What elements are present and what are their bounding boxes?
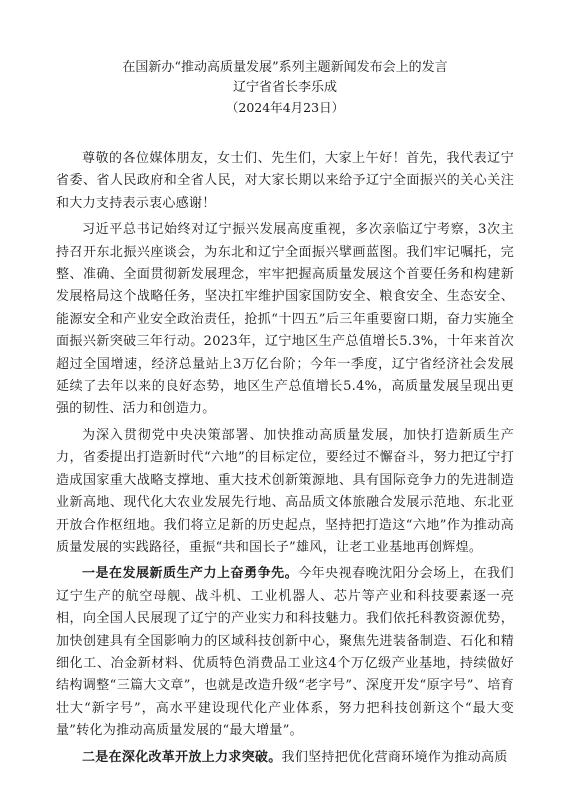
paragraph-overview: 习近平总书记始终对辽宁振兴发展高度重视，多次亲临辽宁考察，3次主持召开东北振兴座谈会，为东北和辽宁全面振兴擘画蓝图。我们牢记嘱托，完整、准确、全面贯彻新发展理念，牢牢把握高质量发展这个首要任务和构建新发展格局这个战略任务，坚决扛牢维护国家国防安全、粮食安全、生态安全、能源安全和产业安全政治责任，抢抓“十四五”后三年重要窗口期，奋力实施全面振兴新突破三年行动。2023年，辽宁地区生产总值增长5.3%，十年来首次超过全国增速，经济总量站上3万亿台阶；今年一季度，辽宁省经济社会发展延续了去年以来的良好态势，地区生产总值增长5.4%，高质量发展呈现出更强的韧性、活力和创造力。 xyxy=(56,222,514,417)
paragraph-point-one xyxy=(56,563,514,742)
paragraph-six-places: 为深入贯彻党中央决策部署、加快推动高质量发展，加快打造新质生产力，省委提出打造新时代“六地”的目标定位，要经过不懈奋斗，努力把辽宁打造成国家重大战略支撑地、重大技术创新策源地、具有国际竞争力的先进制造业新高地、现代化大农业发展先行地、高品质文体旅融合发展示范地、东北亚开放合作枢纽地。我们将立足新的历史起点，坚持把打造这“六地”作为推动高质量发展的实践路径，重振“共和国长子”雄风，让老工业基地再创辉煌。 xyxy=(56,427,514,555)
paragraph-greeting: 尊敬的各位媒体朋友，女士们、先生们，大家上午好！首先，我代表辽宁省委、省人民政府和全省人民，对大家长期以来给予辽宁全面振兴的关心关注和大力支持表示衷心感谢！ xyxy=(56,151,514,211)
speaker-line: 辽宁省省长李乐成 xyxy=(232,80,337,95)
document-title: 在国新办“推动高质量发展”系列主题新闻发布会上的发言 xyxy=(122,60,448,75)
point-one-heading: 一是在发展新质生产力上奋勇争先。 xyxy=(82,566,299,582)
paragraph-point-two xyxy=(56,747,514,769)
date-line: （2024年4月23日） xyxy=(225,100,345,115)
point-two-body: 我们坚持把优化营商环境作为推动高质 xyxy=(281,749,508,765)
point-one-body: 今年央视春晚沈阳分会场上，在我们辽宁生产的航空母舰、战斗机、工业机器人、芯片等产业和科技要素逐一亮相，向全国人民展现了辽宁的产业实力和科技魅力。我们依托科教资源优势，加快创建具有全国影响力的区域科技创新中心，聚焦先进装备制造、石化和精细化工、冶金新材料、优质特色消费品工业这4个万亿级产业基地，持续做好结构调整“三篇大文章”，也就是改造升级“老字号”、深度开发“原字号”、培育壮大“新字号”，高水平建设现代化产业体系，努力把科技创新这个“最大变量”转化为推动高质量发展的“最大增量”。 xyxy=(56,566,514,739)
point-two-heading: 二是在深化改革开放上力求突破。 xyxy=(82,749,282,765)
header-spacer xyxy=(56,118,514,148)
